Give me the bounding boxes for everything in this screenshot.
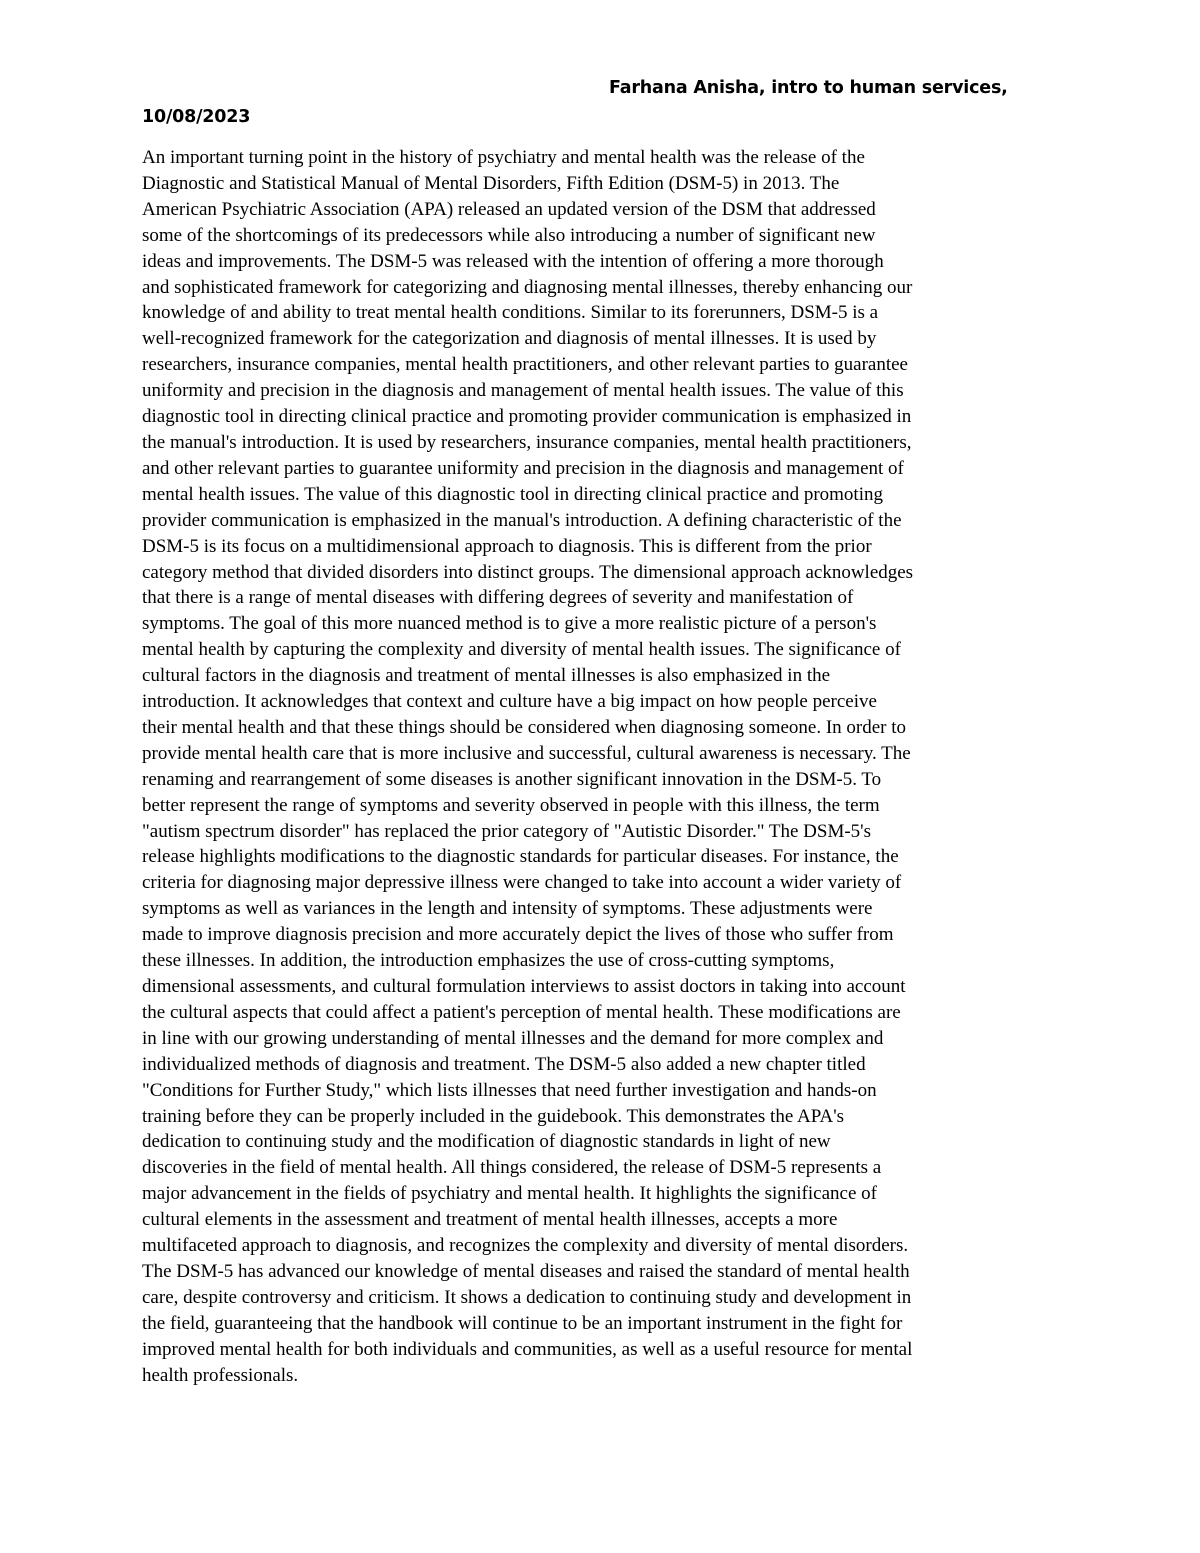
- date-line: 10/08/2023: [142, 107, 251, 127]
- essay-body-paragraph: An important turning point in the history of psychiatry and mental health was the release of the Diagnostic and Statistical Manual of Mental Disorders, Fifth Edition (DSM-5) in 2013. The American Psychiatric Association (APA) released an updated version of the DSM that addressed some of the shortcomings of its predecessors while also introducing a number of significant new ideas and improvements. The DSM-5 was released with the intention of offering a more thorough and sophisticated framework for categorizing and diagnosing mental illnesses, thereby enhancing our knowledge of and ability to treat mental health conditions. Similar to its forerunners, DSM-5 is a well-recognized framework for the categorization and diagnosis of mental illnesses. It is used by researchers, insurance companies, mental health practitioners, and other relevant parties to guarantee uniformity and precision in the diagnosis and management of mental health issues. The value of this diagnostic tool in directing clinical practice and promoting provider communication is emphasized in the manual's introduction. It is used by researchers, insurance companies, mental health practitioners, and other relevant parties to guarantee uniformity and precision in the diagnosis and management of mental health issues. The value of this diagnostic tool in directing clinical practice and promoting provider communication is emphasized in the manual's introduction. A defining characteristic of the DSM-5 is its focus on a multidimensional approach to diagnosis. This is different from the prior category method that divided disorders into distinct groups. The dimensional approach acknowledges that there is a range of mental diseases with differing degrees of severity and manifestation of symptoms. The goal of this more nuanced method is to give a more realistic picture of a person's mental health by capturing the complexity and diversity of mental health issues. The significance of cultural factors in the diagnosis and treatment of mental illnesses is also emphasized in the introduction. It acknowledges that context and culture have a big impact on how people perceive their mental health and that these things should be considered when diagnosing someone. In order to provide mental health care that is more inclusive and successful, cultural awareness is necessary. The renaming and rearrangement of some diseases is another significant innovation in the DSM-5. To better represent the range of symptoms and severity observed in people with this illness, the term "autism spectrum disorder" has replaced the prior category of "Autistic Disorder." The DSM-5's release highlights modifications to the diagnostic standards for particular diseases. For instance, the criteria for diagnosing major depressive illness were changed to take into account a wider variety of symptoms as well as variances in the length and intensity of symptoms. These adjustments were made to improve diagnosis precision and more accurately depict the lives of those who suffer from these illnesses. In addition, the introduction emphasizes the use of cross-cutting symptoms, dimensional assessments, and cultural formulation interviews to assist doctors in taking into account the cultural aspects that could affect a patient's perception of mental health. These modifications are in line with our growing understanding of mental illnesses and the demand for more complex and individualized methods of diagnosis and treatment. The DSM-5 also added a new chapter titled "Conditions for Further Study," which lists illnesses that need further investigation and hands-on training before they can be properly included in the guidebook. This demonstrates the APA's dedication to continuing study and the modification of diagnostic standards in light of new discoveries in the field of mental health. All things considered, the release of DSM-5 represents a major advancement in the fields of psychiatry and mental health. It highlights the significance of cultural elements in the assessment and treatment of mental health illnesses, accepts a more multifaceted approach to diagnosis, and recognizes the complexity and diversity of mental disorders. The DSM-5 has advanced our knowledge of mental diseases and raised the standard of mental health care, despite controversy and criticism. It shows a dedication to continuing study and development in the field, guaranteeing that the handbook will continue to be an important instrument in the fight for improved mental health for both individuals and communities, as well as a useful resource for mental health professionals.: [142, 147, 914, 1386]
- author-course-header: Farhana Anisha, intro to human services,: [609, 78, 1008, 98]
